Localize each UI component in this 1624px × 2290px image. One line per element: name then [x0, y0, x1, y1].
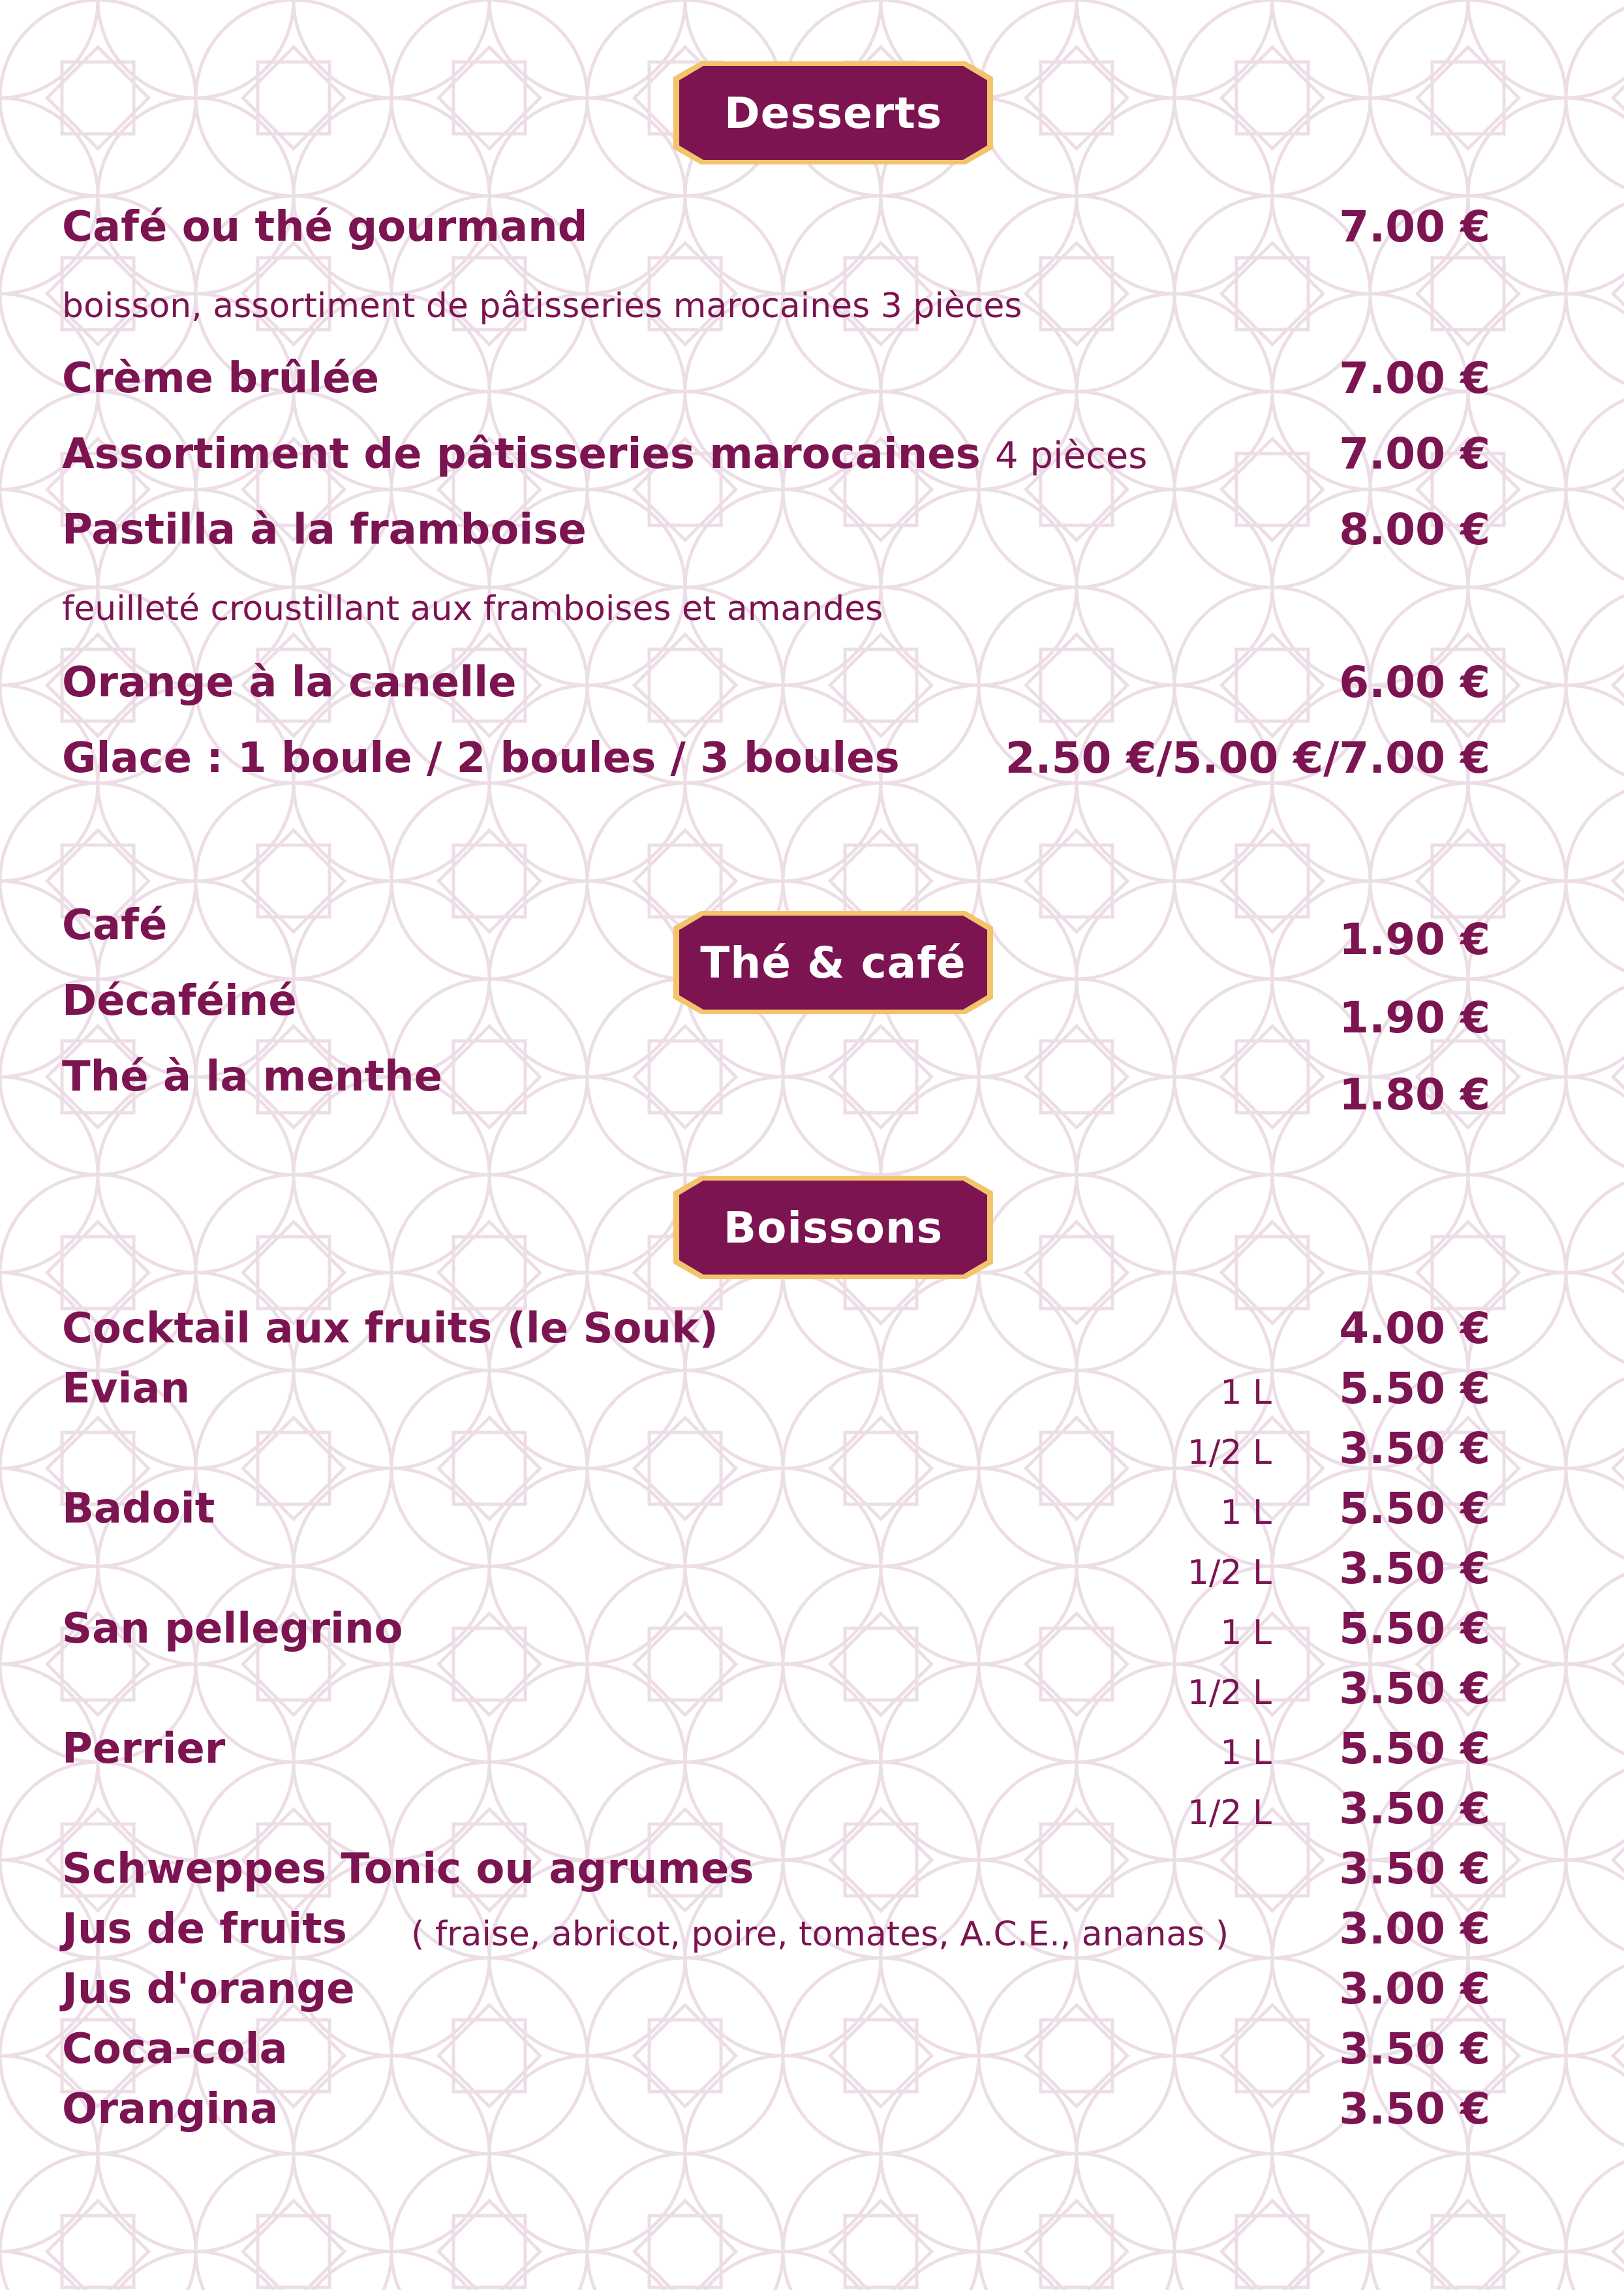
boisson-size-evian-1l: 1 L [1220, 1373, 1272, 1412]
boisson-name-perrier: Perrier [62, 1725, 226, 1773]
dessert-qty-assortiment: 4 pièces [995, 435, 1148, 477]
dessert-desc-pastilla: feuilleté croustillant aux framboises et amandes [62, 589, 883, 628]
section-badge-boissons [669, 1172, 997, 1283]
dessert-name-assortiment-label: Assortiment de pâtisseries marocaines [62, 430, 981, 478]
boisson-price-coca-cola: 3.50 € [1339, 2024, 1490, 2074]
section-title-the-cafe: Thé & café [700, 937, 966, 988]
boisson-name-coca-cola: Coca-cola [62, 2025, 288, 2073]
dessert-desc-cafe-gourmand: boisson, assortiment de pâtisseries marocaines 3 pièces [62, 286, 1022, 326]
boisson-price-jus-orange: 3.00 € [1339, 1964, 1490, 2014]
section-title-desserts: Desserts [724, 87, 943, 138]
the-cafe-price-decafeine: 1.90 € [1339, 993, 1490, 1043]
boisson-price-evian-1l: 5.50 € [1339, 1363, 1490, 1414]
boisson-name-orangina: Orangina [62, 2085, 279, 2133]
the-cafe-name-decafeine: Décaféiné [62, 977, 297, 1025]
boisson-price-san-pellegrino-1l: 5.50 € [1339, 1603, 1490, 1654]
the-cafe-price-the-menthe: 1.80 € [1339, 1070, 1490, 1120]
boisson-price-perrier-half: 3.50 € [1339, 1784, 1490, 1834]
boisson-price-perrier-1l: 5.50 € [1339, 1724, 1490, 1774]
dessert-price-glace: 2.50 €/5.00 €/7.00 € [1005, 733, 1490, 783]
boisson-name-badoit: Badoit [62, 1485, 215, 1533]
boisson-name-san-pellegrino: San pellegrino [62, 1605, 403, 1653]
boisson-size-badoit-half: 1/2 L [1187, 1553, 1272, 1592]
boisson-size-perrier-1l: 1 L [1220, 1733, 1272, 1772]
boisson-size-evian-half: 1/2 L [1187, 1433, 1272, 1472]
boisson-name-jus-orange: Jus d'orange [62, 1965, 355, 2013]
boisson-size-perrier-half: 1/2 L [1187, 1793, 1272, 1833]
boisson-price-evian-half: 3.50 € [1339, 1423, 1490, 1474]
boisson-price-san-pellegrino-half: 3.50 € [1339, 1663, 1490, 1714]
dessert-name-creme-brulee: Crème brûlée [62, 354, 379, 403]
boisson-name-jus-fruits: Jus de fruits [62, 1905, 347, 1953]
section-title-boissons: Boissons [723, 1202, 943, 1253]
boisson-size-san-pellegrino-1l: 1 L [1220, 1613, 1272, 1652]
dessert-price-pastilla: 8.00 € [1339, 504, 1490, 555]
dessert-name-cafe-gourmand: Café ou thé gourmand [62, 203, 588, 251]
boisson-size-san-pellegrino-half: 1/2 L [1187, 1673, 1272, 1712]
dessert-price-assortiment: 7.00 € [1339, 429, 1490, 479]
dessert-name-assortiment [62, 428, 1147, 482]
dessert-name-pastilla: Pastilla à la framboise [62, 506, 587, 554]
the-cafe-name-cafe: Café [62, 901, 168, 950]
section-badge-the-cafe [669, 907, 997, 1018]
boisson-price-jus-fruits: 3.00 € [1339, 1904, 1490, 1954]
boisson-name-schweppes: Schweppes Tonic ou agrumes [62, 1845, 754, 1893]
section-badge-desserts [669, 57, 997, 168]
boisson-name-evian: Evian [62, 1365, 191, 1413]
dessert-name-orange-canelle: Orange à la canelle [62, 658, 517, 707]
boisson-price-badoit-half: 3.50 € [1339, 1543, 1490, 1594]
dessert-price-creme-brulee: 7.00 € [1339, 353, 1490, 403]
boisson-price-badoit-1l: 5.50 € [1339, 1483, 1490, 1534]
the-cafe-price-cafe: 1.90 € [1339, 914, 1490, 965]
dessert-price-orange-canelle: 6.00 € [1339, 657, 1490, 707]
dessert-price-cafe-gourmand: 7.00 € [1339, 202, 1490, 252]
boisson-note-jus-fruits: ( fraise, abricot, poire, tomates, A.C.E., ananas ) [411, 1915, 1229, 1954]
boisson-price-schweppes: 3.50 € [1339, 1844, 1490, 1894]
dessert-name-glace: Glace : 1 boule / 2 boules / 3 boules [62, 734, 900, 782]
boisson-size-badoit-1l: 1 L [1220, 1493, 1272, 1532]
boisson-price-orangina: 3.50 € [1339, 2084, 1490, 2134]
boisson-price-cocktail: 4.00 € [1339, 1303, 1490, 1354]
boisson-name-cocktail: Cocktail aux fruits (le Souk) [62, 1305, 718, 1353]
the-cafe-name-the-menthe: Thé à la menthe [62, 1053, 442, 1101]
